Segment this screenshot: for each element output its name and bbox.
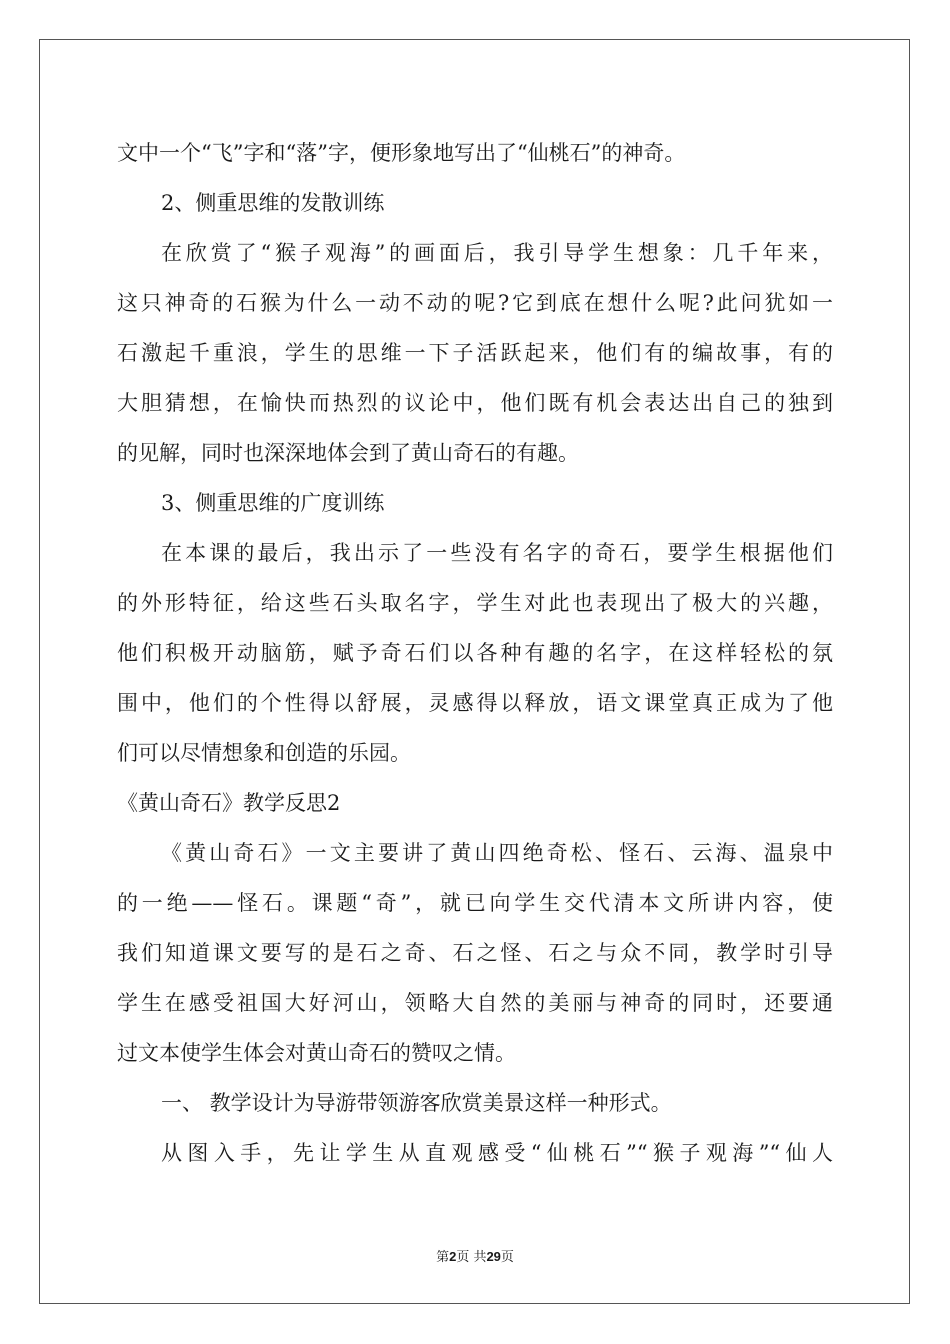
footer-mid: 页 共 <box>456 1250 487 1265</box>
text-line: 我们知道课文要写的是石之奇、石之怪、石之与众不同，教学时引导 <box>117 941 833 965</box>
footer-suffix: 页 <box>500 1250 514 1265</box>
text-line: 的见解，同时也深深地体会到了黄山奇石的有趣。 <box>117 441 579 465</box>
text-line: 他们积极开动脑筋，赋予奇石们以各种有趣的名字，在这样轻松的氛 <box>117 641 833 665</box>
text-line: 在本课的最后，我出示了一些没有名字的奇石，要学生根据他们 <box>161 541 833 565</box>
current-page-number: 2 <box>449 1249 457 1264</box>
section-heading: 2、侧重思维的发散训练 <box>161 191 385 215</box>
text-line: 在欣赏了“猴子观海”的画面后，我引导学生想象：几千年来， <box>161 241 833 265</box>
text-line: 石激起千重浪，学生的思维一下子活跃起来，他们有的编故事，有的 <box>117 341 833 365</box>
document-body <box>117 128 833 1178</box>
page-footer <box>0 1246 950 1265</box>
footer-prefix: 第 <box>436 1250 450 1265</box>
text-line: 学生在感受祖国大好河山，领略大自然的美丽与神奇的同时，还要通 <box>117 991 833 1015</box>
section-heading: 3、侧重思维的广度训练 <box>161 491 385 515</box>
text-line: 《黄山奇石》一文主要讲了黄山四绝奇松、怪石、云海、温泉中 <box>161 841 833 865</box>
text-line: 的外形特征，给这些石头取名字，学生对此也表现出了极大的兴趣， <box>117 591 833 615</box>
article-title: 《黄山奇石》教学反思2 <box>117 791 341 815</box>
text-line: 的一绝——怪石。课题“奇”，就已向学生交代清本文所讲内容，使 <box>117 891 833 915</box>
text-line: 过文本使学生体会对黄山奇石的赞叹之情。 <box>117 1041 516 1065</box>
text-line: 这只神奇的石猴为什么一动不动的呢?它到底在想什么呢?此问犹如一 <box>117 291 833 315</box>
text-line: 文中一个“飞”字和“落”字，便形象地写出了“仙桃石”的神奇。 <box>117 141 686 165</box>
section-heading: 一、 教学设计为导游带领游客欣赏美景这样一种形式。 <box>161 1091 672 1115</box>
text-line: 从图入手，先让学生从直观感受“仙桃石”“猴子观海”“仙人 <box>161 1141 833 1165</box>
text-line: 大胆猜想，在愉快而热烈的议论中，他们既有机会表达出自己的独到 <box>117 391 833 415</box>
text-line: 围中，他们的个性得以舒展，灵感得以释放，语文课堂真正成为了他 <box>117 691 833 715</box>
total-page-number: 29 <box>486 1249 501 1264</box>
text-line: 们可以尽情想象和创造的乐园。 <box>117 741 411 765</box>
